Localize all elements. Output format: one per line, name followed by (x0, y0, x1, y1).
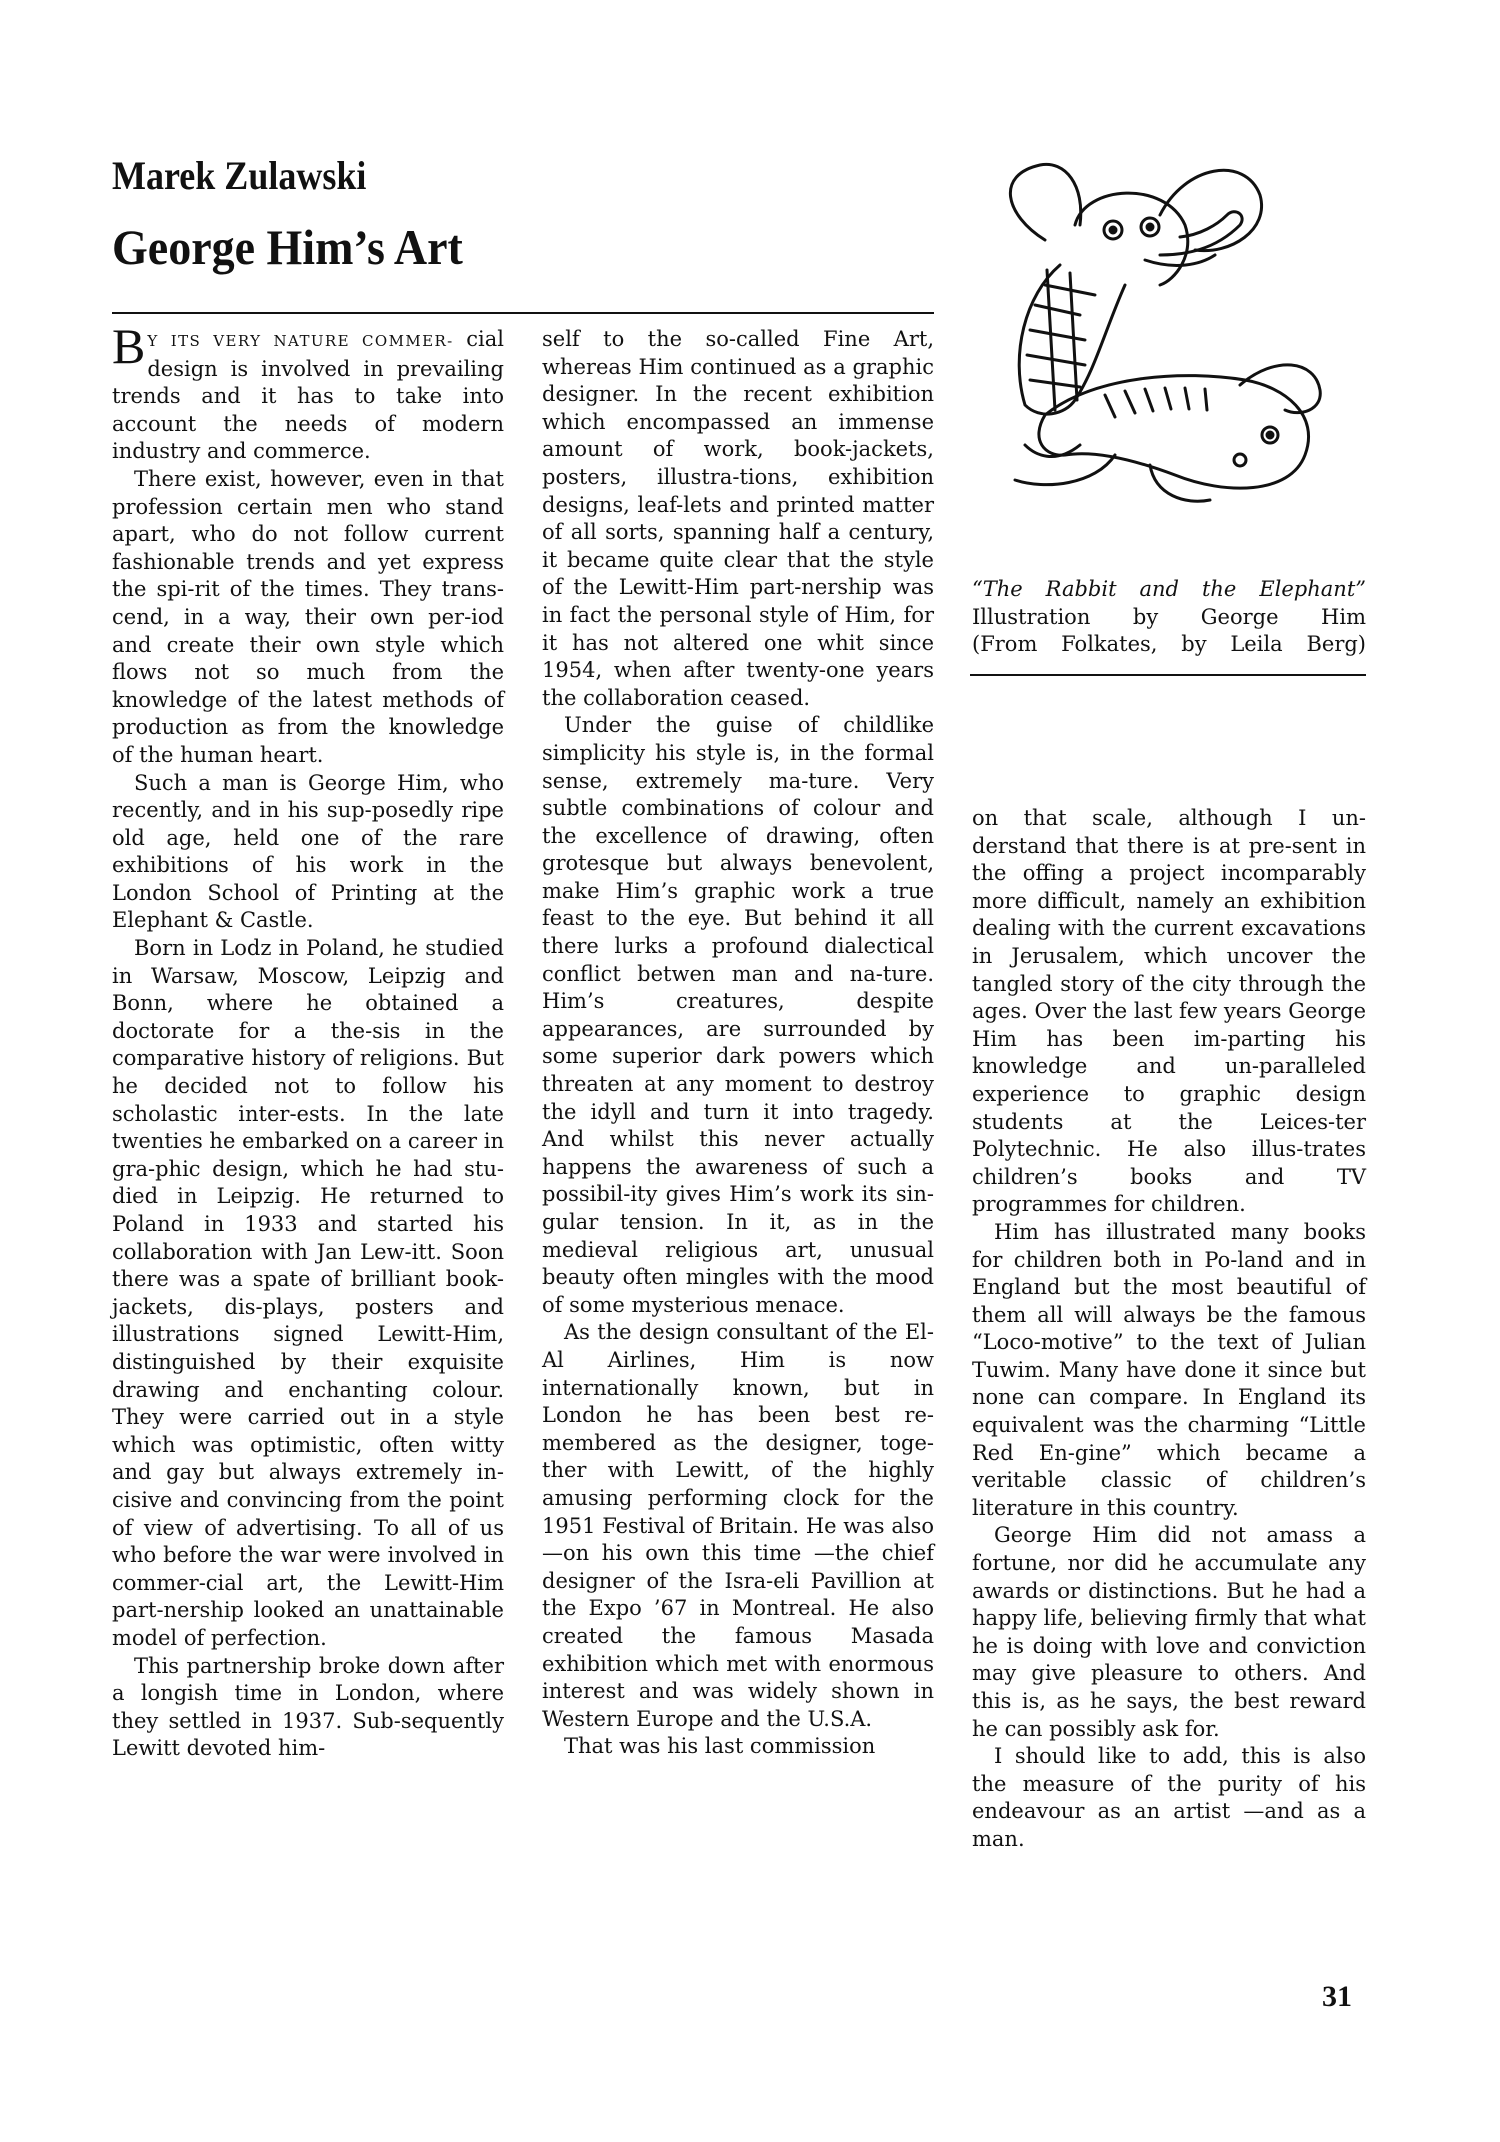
paragraph-text: cial design is involved in prevailing trends and it has to take into account the needs of modern industry and commerce. (112, 327, 504, 464)
paragraph: George Him did not amass a fortune, nor did he accumulate any awards or distinctions. But he had a happy life, believing firmly that what he is doing with love and conviction may give pleasure to others. And this is, as he says, the best reward he can possibly ask for. (972, 1523, 1366, 1741)
paragraph (112, 318, 504, 466)
text-column-2 (542, 326, 934, 1761)
paragraph: Under the guise of childlike simplicity his style is, in the formal sense, extremely ma-ture. Very subtle combinations of colour and the excellence of drawing, often grotesque but always benevolent, make Him’s graphic work a true feast to the eye. But behind it all there lurks a profound dialectical conflict betwen man and na-ture. Him’s creatures, despite appearances, are surrounded by some superior dark powers which threaten at any moment to destroy the idyll and turn it into tragedy. And whilst this never actually happens the awareness of such a possibil-ity gives Him’s work its sin-gular tension. In it, as in the medieval religious art, unusual beauty often mingles with the mood of some mysterious menace. (542, 713, 934, 1317)
paragraph: on that scale, although I un-derstand that there is at pre-sent in the offing a project incomparably more difficult, namely an exhibition dealing with the current excavations in Jerusalem, which uncover the tangled story of the city through the ages. Over the last few years George Him has been im-parting his knowledge and un-paralleled experience to graphic design students at the Leices-ter Polytechnic. He also illus-trates children’s books and TV programmes for children. (972, 806, 1366, 1217)
text-column-1 (112, 318, 504, 1763)
paragraph: That was his last commission (564, 1734, 876, 1759)
rabbit-ear (1240, 365, 1320, 413)
caption-credit: Illustration by George Him (972, 604, 1366, 629)
paragraph: Him has illustrated many books for children both in Po-land and in England but the most beautiful of them all will always be the famous “Loco-motive” to the text of Julian Tuwim. Many have done it since but none can compare. In England its equivalent was the charming “Little Red En-gine” which became a veritable classic of children’s literature in this country. (972, 1219, 1366, 1520)
paragraph: Such a man is George Him, who recently, and in his sup-posedly ripe old age, held one of the rare exhibitions of his work in the London School of Printing at the Elephant & Castle. (112, 770, 504, 933)
paragraph: As the design consultant of the El-Al Airlines, Him is now internationally known, but in London he has been best re-membered as the designer, toge-ther with Lewitt, of the highly amusing performing clock for the 1951 Festival of Britain. He was also—on his own this time —the chief designer of the Isra-eli Pavillion at the Expo ’67 in Montreal. He also created the famous Masada exhibition which met with enormous interest and was widely shown in Western Europe and the U.S.A. (542, 1320, 934, 1731)
paragraph: self to the so-called Fine Art, whereas Him continued as a graphic designer. In the recent exhibition which encompassed an immense amount of work, book-jackets, posters, illustra-tions, exhibition designs, leaf-lets and printed matter of all sorts, spanning half a century, it became quite clear that the style of the Lewitt-Him part-nership was in fact the personal style of Him, for it has not altered one whit since 1954, when after twenty-one years the collaboration ceased. (542, 327, 934, 710)
paragraph: Born in Lodz in Poland, he studied in Warsaw, Moscow, Leipzig and Bonn, where he obtained a doctorate for a the-sis in the comparative history of religions. But he decided not to follow his scholastic inter-ests. In the late twenties he embarked on a career in gra-phic design, which he had stu-died in Leipzig. He returned to Poland in 1933 and started his collaboration with Jan Lew-itt. Soon there was a spate of brilliant book-jackets, dis-plays, posters and illustrations signed Lewitt-Him, distinguished by their exquisite drawing and enchanting colour. They were carried out in a style which was optimistic, often witty and gay but always extremely in-cisive and convincing from the point of view of advertising. To all of us who before the war were involved in commer-cial art, the Lewitt-Him part-nership looked an unattainable model of perfection. (112, 936, 504, 1650)
lead-in-caps: Y ITS VERY NATURE COMMER- (147, 332, 454, 350)
elephant-head (1075, 193, 1188, 285)
author-name: Marek Zulawski (112, 153, 367, 198)
caption-title: “The Rabbit and the Elephant” (972, 577, 1366, 601)
elephant-and-rabbit-illustration (985, 155, 1330, 515)
article-title: George Him’s Art (112, 219, 463, 275)
page-number: 31 (1322, 1980, 1352, 2013)
paragraph: I should like to add, this is also the measure of the purity of his endeavour as an artist —and as a man. (972, 1744, 1366, 1851)
illustration-caption (972, 576, 1366, 659)
caption-source: (From Folkates, by Leila Berg) (972, 632, 1366, 657)
caption-divider (970, 674, 1366, 676)
text-column-3 (972, 805, 1366, 1854)
paragraph: There exist, however, even in that profession certain men who stand apart, who do not follow current fashionable trends and yet express the spi-rit of the times. They trans-cend, in a way, their own per-iod and create their own style which flows not so much from the knowledge of the latest methods of production as from the knowledge of the human heart. (112, 466, 504, 767)
elephant-trunk (1160, 212, 1242, 255)
drop-cap: B (112, 318, 146, 374)
title-divider (112, 312, 934, 314)
paragraph: This partnership broke down after a longish time in London, where they settled in 1937. Sub-sequently Lewitt devoted him- (112, 1653, 504, 1761)
elephant-ear-left (1010, 164, 1080, 240)
